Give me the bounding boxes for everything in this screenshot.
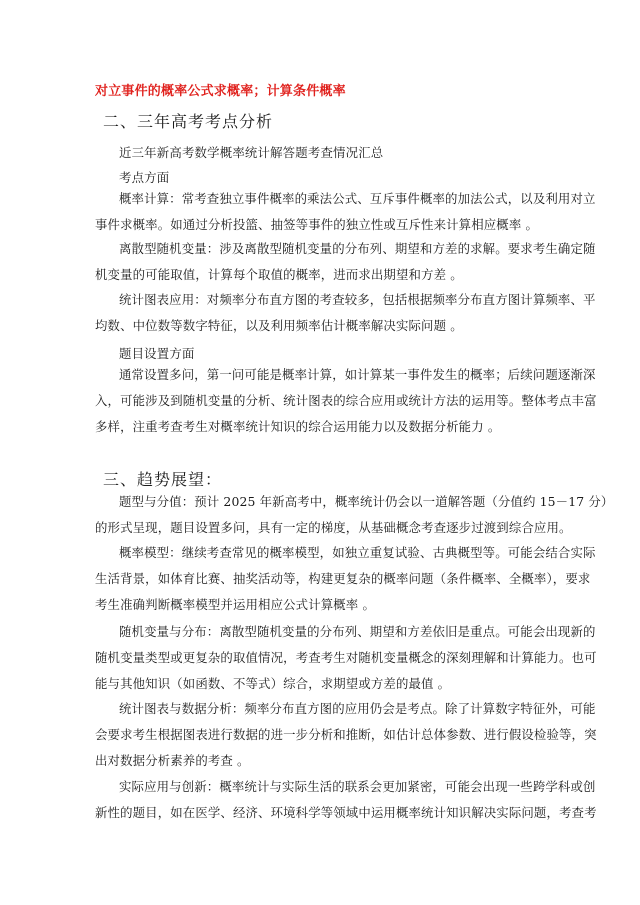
paragraph-probability-calc	[95, 186, 596, 238]
paragraph-line: 离散型随机变量：涉及离散型随机变量的分布列、期望和方差的求解。要求考生确定随	[119, 241, 596, 256]
paragraph-line: 统计图表与数据分析：频率分布直方图的应用仍会是考点。除了计算数字特征外，可能	[119, 701, 596, 716]
paragraph-line: 通常设置多问，第一问可能是概率计算，如计算某一事件发生的概率；后续问题逐渐深	[119, 367, 596, 382]
paragraph-line: 实际应用与创新：概率统计与实际生活的联系会更加紧密，可能会出现一些跨学科或创	[119, 779, 596, 794]
paragraph-line: 考生准确判断概率模型并运用相应公式计算概率 。	[95, 597, 375, 612]
paragraph-line: 能与其他知识（如函数、不等式）综合，求期望或方差的最值 。	[95, 676, 451, 691]
paragraph-line: 事件求概率。如通过分析投篮、抽签等事件的独立性或互斥性来计算相应概率 。	[95, 217, 539, 232]
aspect-heading-question-setup: 题目设置方面	[119, 346, 195, 361]
paragraph-question-type	[95, 489, 614, 541]
paragraph-line: 出对数据分析素养的考查 。	[95, 753, 250, 768]
paragraph-discrete-variable	[95, 236, 596, 288]
paragraph-random-variable	[95, 619, 597, 697]
paragraph-probability-model	[95, 540, 596, 618]
paragraph-line: 题型与分值：预计 2025 年新高考中，概率统计仍会以一道解答题（分值约 15－17 分）	[119, 494, 614, 509]
paragraph-line: 入，可能涉及到随机变量的分析、统计图表的综合应用或统计方法的运用等。整体考点丰富	[95, 393, 597, 408]
summary-heading: 近三年新高考数学概率统计解答题考查情况汇总	[119, 145, 384, 160]
paragraph-line: 均数、中位数等数字特征，以及利用频率估计概率解决实际问题 。	[95, 318, 463, 333]
paragraph-chart-application	[95, 287, 596, 339]
paragraph-line: 生活背景，如体育比赛、抽奖活动等，构建更复杂的概率问题（条件概率、全概率），要求	[95, 571, 591, 586]
paragraph-line: 新性的题目，如在医学、经济、环境科学等领域中运用概率统计知识解决实际问题，考查考	[95, 805, 597, 820]
highlighted-title: 对立事件的概率公式求概率；计算条件概率	[95, 84, 346, 99]
section-heading-trend: 三、趋势展望：	[103, 470, 223, 489]
paragraph-line: 的形式呈现，题目设置多问，具有一定的梯度，从基础概念考查逐步过渡到综合应用。	[95, 520, 572, 535]
paragraph-statistics-analysis	[95, 696, 597, 774]
section-heading-analysis: 二、三年高考考点分析	[103, 112, 274, 131]
paragraph-line: 随机变量与分布：离散型随机变量的分布列、期望和方差依旧是重点。可能会出现新的	[119, 624, 596, 639]
aspect-heading-points: 考点方面	[119, 170, 170, 185]
paragraph-question-setup	[95, 362, 597, 440]
paragraph-line: 多样，注重考查考生对概率统计知识的综合运用能力以及数据分析能力 。	[95, 419, 501, 434]
paragraph-line: 会要求考生根据图表进行数据的进一步分析和推断，如估计总体参数、进行假设检验等，突	[95, 727, 597, 742]
paragraph-line: 随机变量类型或更复杂的取值情况，考查考生对随机变量概念的深刻理解和计算能力。也可	[95, 650, 597, 665]
paragraph-practical-application	[95, 774, 597, 826]
paragraph-line: 机变量的可能取值，计算每个取值的概率，进而求出期望和方差 。	[95, 267, 463, 282]
paragraph-line: 概率计算：常考查独立事件概率的乘法公式、互斥事件概率的加法公式，以及利用对立	[119, 191, 596, 206]
paragraph-line: 统计图表应用：对频率分布直方图的考查较多，包括根据频率分布直方图计算频率、平	[119, 292, 596, 307]
paragraph-line: 概率模型：继续考查常见的概率模型，如独立重复试验、古典概型等。可能会结合实际	[119, 545, 596, 560]
